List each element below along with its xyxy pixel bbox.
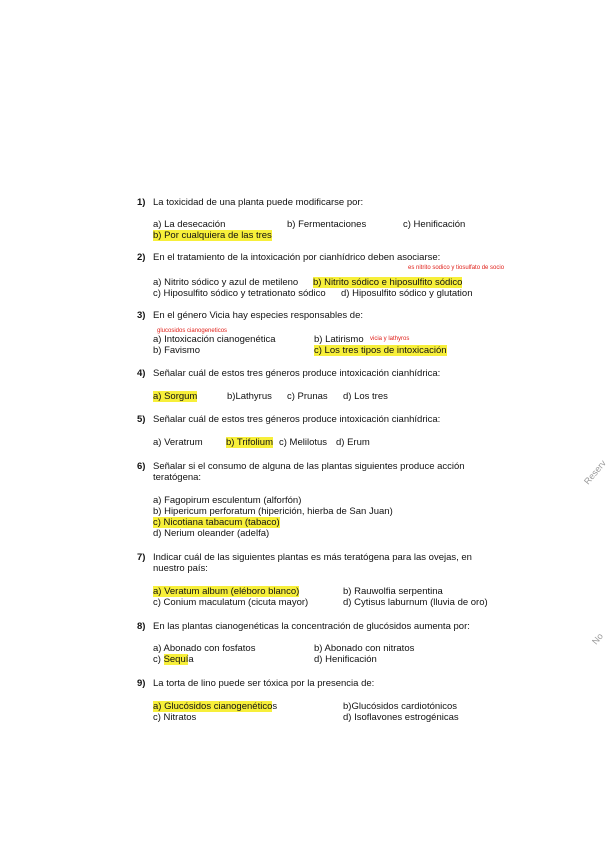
- question-text: La torta de lino puede ser tóxica por la presencia de:: [153, 678, 375, 689]
- question-text: Señalar cuál de estos tres géneros produce intoxicación cianhídrica:: [153, 368, 441, 379]
- side-watermark-text: No: [590, 631, 606, 647]
- option: c) Henificación: [403, 219, 466, 230]
- option: c) Prunas: [287, 391, 328, 402]
- option: c) Hiposulfito sódico y tetrationato sódico: [153, 288, 326, 299]
- question-number: 4): [137, 368, 146, 379]
- question-number: 8): [137, 621, 146, 632]
- question-number: 9): [137, 678, 146, 689]
- question-text-line2: teratógena:: [153, 472, 202, 483]
- option: c) Melilotus: [279, 437, 328, 448]
- option: d) Cytisus laburnum (lluvia de oro): [343, 597, 488, 608]
- option: c) Conium maculatum (cicuta mayor): [153, 597, 309, 608]
- option: b) Abonado con nitratos: [314, 643, 415, 654]
- option: a) Veratrum: [153, 437, 203, 448]
- option: a) Fagopirum esculentum (alforfón): [153, 495, 302, 506]
- question-number: 1): [137, 197, 146, 208]
- question-text: Señalar cuál de estos tres géneros produce intoxicación cianhídrica:: [153, 414, 441, 425]
- option: a) La desecación: [153, 219, 226, 230]
- option-partly-highlighted: c) Sequía: [153, 654, 194, 665]
- option: b) Hipericum perforatum (hiperición, hierba de San Juan): [153, 506, 393, 517]
- handwritten-note: glucosidos cianogeneticos: [157, 328, 228, 334]
- question-text: En el género Vicia hay especies responsables de:: [153, 310, 364, 321]
- question-text: La toxicidad de una planta puede modificarse por:: [153, 197, 364, 208]
- question-text: Indicar cuál de las siguientes plantas es más teratógena para las ovejas, en: [153, 552, 472, 563]
- option-highlighted: b) Por cualquiera de las tres: [153, 230, 272, 241]
- option: b) Fermentaciones: [287, 219, 367, 230]
- option: d) Henificación: [314, 654, 377, 665]
- question-number: 3): [137, 310, 146, 321]
- option-highlighted: a) Veratum album (eléboro blanco): [153, 586, 300, 597]
- option-highlighted: c) Nicotiana tabacum (tabaco): [153, 517, 280, 528]
- question-text: Señalar si el consumo de alguna de las plantas siguientes produce acción: [153, 461, 465, 472]
- option: d) Hiposulfito sódico y glutation: [341, 288, 473, 299]
- option-highlighted: b) Nitrito sódico e hiposulfito sódico: [313, 277, 463, 288]
- question-number: 2): [137, 252, 146, 263]
- side-watermark-text: Reserv: [582, 458, 608, 487]
- option: d) Nerium oleander (adelfa): [153, 528, 270, 539]
- option: a) Intoxicación cianogenética: [153, 334, 276, 345]
- option-highlighted: a) Sorgum: [153, 391, 198, 402]
- question-number: 6): [137, 461, 146, 472]
- option: d) Los tres: [343, 391, 388, 402]
- option: c) Nitratos: [153, 712, 197, 723]
- option: a) Nitrito sódico y azul de metileno: [153, 277, 299, 288]
- question-text-line2: nuestro país:: [153, 563, 208, 574]
- question-number: 7): [137, 552, 146, 563]
- option-highlighted: b) Trifolium: [226, 437, 273, 448]
- option-highlighted: c) Los tres tipos de intoxicación: [314, 345, 447, 356]
- question-number: 5): [137, 414, 146, 425]
- option: b) Rauwolfia serpentina: [343, 586, 443, 597]
- option: b) Favismo: [153, 345, 200, 356]
- option: b)Glucósidos cardiotónicos: [343, 701, 458, 712]
- option: d) Erum: [336, 437, 370, 448]
- handwritten-note: vicia y lathyros: [370, 336, 410, 342]
- option-partly-highlighted: a) Glucósidos cianogenéticos: [153, 701, 278, 712]
- question-text: En el tratamiento de la intoxicación por cianhídrico deben asociarse:: [153, 252, 441, 263]
- question-text: En las plantas cianogenéticas la concentración de glucósidos aumenta por:: [153, 621, 470, 632]
- option: b) Latirismo: [314, 334, 364, 345]
- handwritten-note: es nitrito sodico y tiosulfato de socio: [408, 265, 505, 271]
- option: d) Isoflavones estrogénicas: [343, 712, 459, 723]
- option: b)Lathyrus: [227, 391, 272, 402]
- option: a) Abonado con fosfatos: [153, 643, 256, 654]
